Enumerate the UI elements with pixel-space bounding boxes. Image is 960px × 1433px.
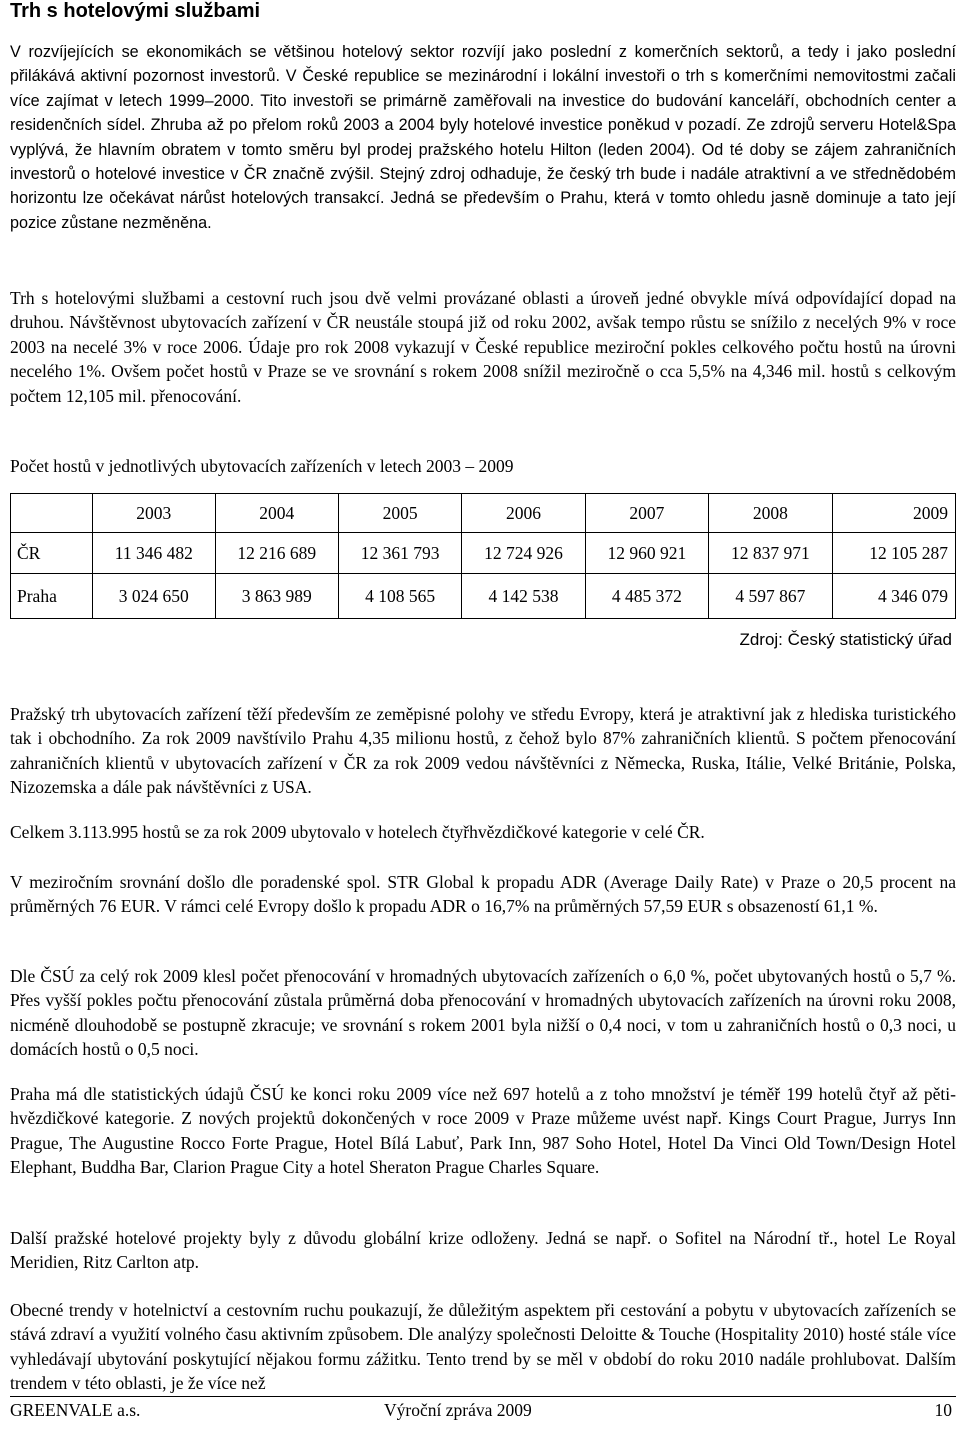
section-heading: Trh s hotelovými službami <box>10 0 261 22</box>
table-row <box>11 533 956 574</box>
page-footer <box>10 1396 956 1430</box>
table-cell: 12 837 971 <box>709 533 832 574</box>
paragraph-prague-market: Pražský trh ubytovacích zařízení těží především ze zeměpisné polohy ve středu Evropy, která je atraktivní jak z hlediska turistického tak i obchodního. Za rok 2009 navštívilo Prahu 4,35 milionu hostů, z čehož bylo 87% zahraničních klientů. S počtem přenocování zahraničních klientů v ubytovacích zařízení v ČR za rok 2009 vedou návštěvníci z Německa, Ruska, Itálie, Velké Británie, Polska, Nizozemska a dále pak návštěvníci z USA. <box>10 704 956 798</box>
table-row-label: Praha <box>11 574 93 619</box>
table-year-cell: 2006 <box>462 494 585 533</box>
table-year-cell: 2007 <box>585 494 708 533</box>
table-cell: 3 863 989 <box>215 574 338 619</box>
table-cell: 12 724 926 <box>462 533 585 574</box>
table-cell: 4 346 079 <box>832 574 955 619</box>
table-cell: 12 960 921 <box>585 533 708 574</box>
table-cell: 12 216 689 <box>215 533 338 574</box>
footer-report-title: Výroční zpráva 2009 <box>384 1400 532 1420</box>
footer-company: GREENVALE a.s. <box>10 1400 141 1420</box>
paragraph-adr: V meziročním srovnání došlo dle poradenské spol. STR Global k propadu ADR (Average Daily Rate) v Praze o 20,5 procent na průměrných 76 EUR. V rámci celé Evropy došlo k propadu ADR o 16,7% na průměrných 57,59 EUR s obsazeností 61,1 %. <box>10 872 956 917</box>
table-cell: 4 485 372 <box>585 574 708 619</box>
table-corner-cell <box>11 494 93 533</box>
table-cell: 11 346 482 <box>93 533 216 574</box>
paragraph-investment: V rozvíjejících se ekonomikách se většinou hotelový sektor rozvíjí jako poslední z komerčních sektorů, a tedy i jako poslední přilákává aktivní pozornost investorů. V České republice se mezinárodní i lokální investoři o trh s komerčními nemovitostmi začali více zajímat v letech 1999–2000. Tito investoři se primárně zaměřovali na investice do budování kanceláří, obchodních center a residenčních sídel. Zhruba až po přelom roků 2003 a 2004 byly hotelové investice poněkud v pozadí. Ze zdrojů serveru Hotel&Spa vyplývá, že hlavním obratem v tomto směru byl prodej pražského hotelu Hilton (leden 2004). Od té doby se zájem zahraničních investorů o hotelové investice v ČR značně zvýšil. Stejný zdroj odhaduje, že český trh bude i nadále atraktivní a ve střednědobém horizontu lze očekávat nárůst hotelových transakcí. Jedná se především o Prahu, která v tomto ohledu jasně dominuje a tato její pozice zůstane nezměněna. <box>10 43 956 232</box>
paragraph-postponed: Další pražské hotelové projekty byly z důvodu globální krize odloženy. Jedná se např. o Sofitel na Národní tř., hotel Le Royal Meridien, Ritz Carlton atp. <box>10 1228 956 1273</box>
paragraph-csu: Dle ČSÚ za celý rok 2009 klesl počet přenocování v hromadných ubytovacích zařízeních o 6,0 %, počet ubytovaných hostů o 5,7 %. Přes vyšší pokles počtu přenocování zůstala průměrná doba přenocování v hromadných ubytovacích zařízeních na úrovni roku 2008, nicméně dlouhodobě se postupně zkracuje; ve srovnání s rokem 2001 byla nižší o 0,4 noci, v tom u zahraničních hostů o 0,3 noci, u domácích hostů o 0,5 noci. <box>10 966 956 1060</box>
table-cell: 12 105 287 <box>832 533 955 574</box>
table-cell: 3 024 650 <box>93 574 216 619</box>
table-cell: 12 361 793 <box>338 533 461 574</box>
table-year-cell: 2005 <box>338 494 461 533</box>
paragraph-tourism: Trh s hotelovými službami a cestovní ruch jsou dvě velmi provázané oblasti a úroveň jedné obvykle mívá odpovídající dopad na druhou. Návštěvnost ubytovacích zařízení v ČR neustále stoupá již od roku 2002, avšak tempo růstu se snížilo z necelých 9% v roce 2003 na necelé 3% v roce 2006. Údaje pro rok 2008 vykazují v České republice meziroční pokles celkového počtu hostů na úrovni necelého 1%. Ovšem počet hostů v Praze se ve srovnání s rokem 2008 snížil meziročně o cca 5,5% na 4,346 mil. hostů s celkovým počtem 12,105 mil. přenocování. <box>10 288 956 406</box>
footer-page-number: 10 <box>934 1400 952 1420</box>
table-year-cell: 2008 <box>709 494 832 533</box>
paragraph-total-guests: Celkem 3.113.995 hostů se za rok 2009 ubytovalo v hotelech čtyřhvězdičkové kategorie v celé ČR. <box>10 822 705 842</box>
table-source: Zdroj: Český statistický úřad <box>739 630 952 649</box>
table-cell: 4 142 538 <box>462 574 585 619</box>
table-row <box>11 574 956 619</box>
table-header-row <box>11 494 956 533</box>
table-year-cell: 2004 <box>215 494 338 533</box>
paragraph-hotel-count: Praha má dle statistických údajů ČSÚ ke konci roku 2009 více než 697 hotelů a z toho množství je téměř 199 hotelů čtyř až pěti-hvězdičkové kategorie. Z nových projektů dokončených v roce 2009 v Praze můžeme uvést např. Kings Court Prague, Jurrys Inn Prague, The Augustine Rocco Forte Prague, Hotel Bílá Labuť, Park Inn, 987 Soho Hotel, Hotel Da Vinci Old Town/Design Hotel Elephant, Buddha Bar, Clarion Prague City a hotel Sheraton Prague Charles Square. <box>10 1084 956 1178</box>
guest-count-table <box>10 493 956 619</box>
table-title: Počet hostů v jednotlivých ubytovacích zařízeních v letech 2003 – 2009 <box>10 456 514 476</box>
table-year-cell: 2009 <box>832 494 955 533</box>
table-row-label: ČR <box>11 533 93 574</box>
paragraph-trends: Obecné trendy v hotelnictví a cestovním ruchu poukazují, že důležitým aspektem při cestování a pobytu v ubytovacích zařízeních se stává zdraví a využití volného času aktivním způsobem. Dle analýzy společnosti Deloitte & Touche (Hospitality 2010) hosté stále více vyhledávají ubytování poskytující nějakou formu zážitku. Tento trend by se měl v období do roku 2010 nadále prohlubovat. Dalším trendem v této oblasti, je že více než <box>10 1300 956 1394</box>
table-cell: 4 597 867 <box>709 574 832 619</box>
table-year-cell: 2003 <box>93 494 216 533</box>
table-cell: 4 108 565 <box>338 574 461 619</box>
